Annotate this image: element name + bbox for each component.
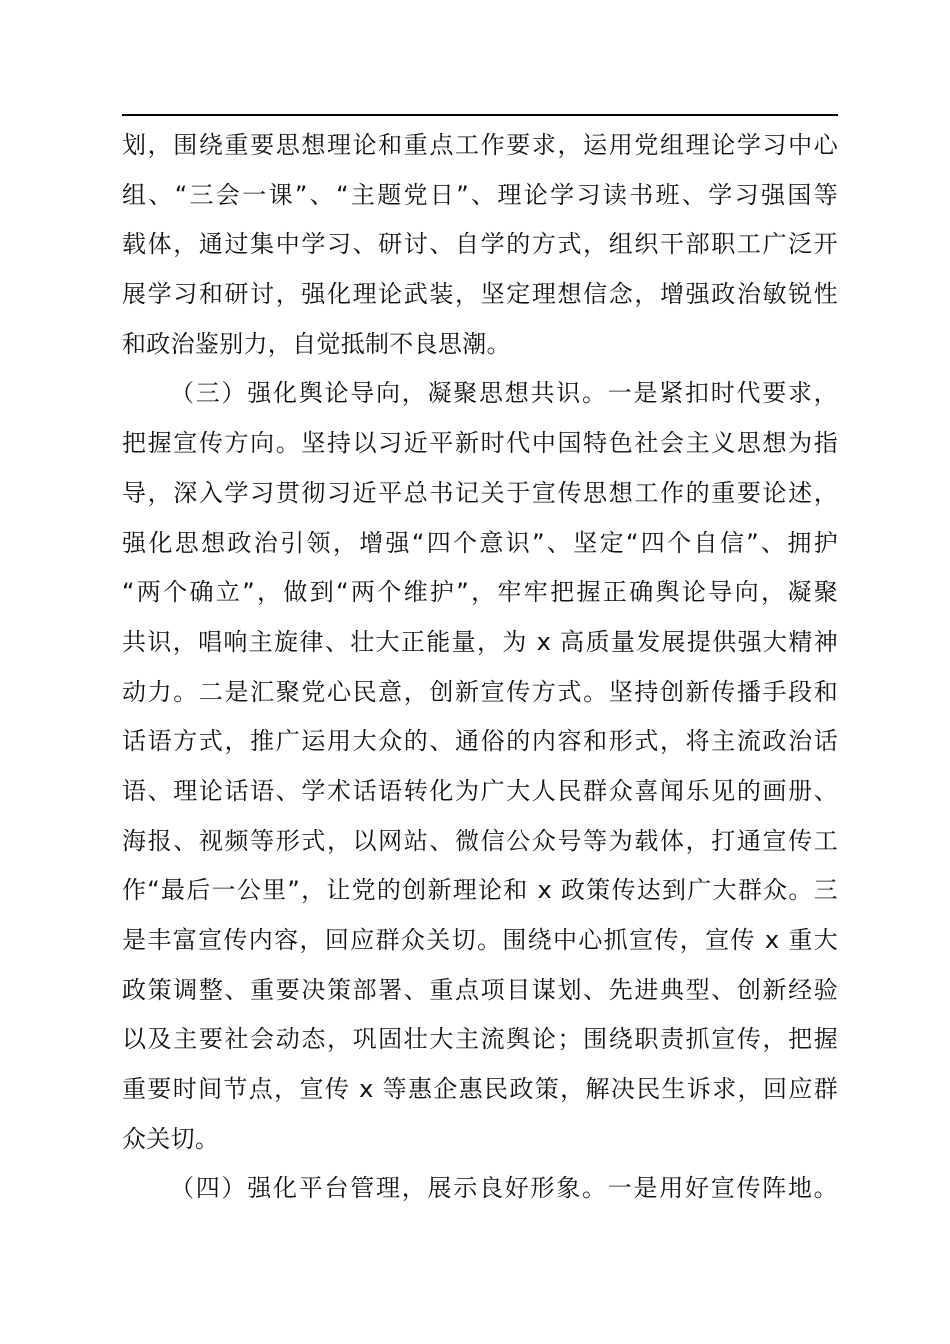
text-line: 组、“三会一课”、“主题党日”、理论学习读书班、学习强国等 xyxy=(122,180,838,209)
text-line: 政策调整、重要决策部署、重点项目谋划、先进典型、创新经验 xyxy=(122,975,838,1004)
text-line: 语、理论话语、学术话语转化为广大人民群众喜闻乐见的画册、 xyxy=(122,776,838,805)
text-line: 众关切。 xyxy=(122,1124,220,1153)
text-line: 作“最后一公里”，让党的创新理论和 x 政策传达到广大群众。三 xyxy=(122,876,838,905)
document-body xyxy=(122,121,838,1214)
section-heading-line: （四）强化平台管理，展示良好形象。一是用好宣传阵地。 xyxy=(170,1174,838,1203)
text-line: 话语方式，推广运用大众的、通俗的内容和形式，将主流政治话 xyxy=(122,727,838,756)
text-line: 载体，通过集中学习、研讨、自学的方式，组织干部职工广泛开 xyxy=(122,230,838,259)
text-line: 导，深入学习贯彻习近平总书记关于宣传思想工作的重要论述， xyxy=(122,478,838,507)
text-line: 海报、视频等形式，以网站、微信公众号等为载体，打通宣传工 xyxy=(122,826,838,855)
section-heading-line: （三）强化舆论导向，凝聚思想共识。一是紧扣时代要求， xyxy=(170,379,838,408)
text-line: 动力。二是汇聚党心民意，创新宣传方式。坚持创新传播手段和 xyxy=(122,677,838,706)
text-line: 把握宣传方向。坚持以习近平新时代中国特色社会主义思想为指 xyxy=(122,429,838,458)
text-line: 划，围绕重要思想理论和重点工作要求，运用党组理论学习中心 xyxy=(122,131,838,159)
text-line: 和政治鉴别力，自觉抵制不良思潮。 xyxy=(122,329,511,358)
text-line: 是丰富宣传内容，回应群众关切。围绕中心抓宣传，宣传 x 重大 xyxy=(122,926,838,954)
text-line: 以及主要社会动态，巩固壮大主流舆论；围绕职责抓宣传，把握 xyxy=(122,1025,838,1054)
header-rule xyxy=(122,114,838,116)
text-line: 强化思想政治引领，增强“四个意识”、坚定“四个自信”、拥护 xyxy=(122,528,838,557)
text-line: “两个确立”，做到“两个维护”，牢牢把握正确舆论导向，凝聚 xyxy=(122,578,838,607)
text-line: 共识，唱响主旋律、壮大正能量，为 x 高质量发展提供强大精神 xyxy=(122,627,838,656)
text-line: 重要时间节点，宣传 x 等惠企惠民政策，解决民生诉求，回应群 xyxy=(122,1075,838,1104)
text-line: 展学习和研讨，强化理论武装，坚定理想信念，增强政治敏锐性 xyxy=(122,280,838,309)
